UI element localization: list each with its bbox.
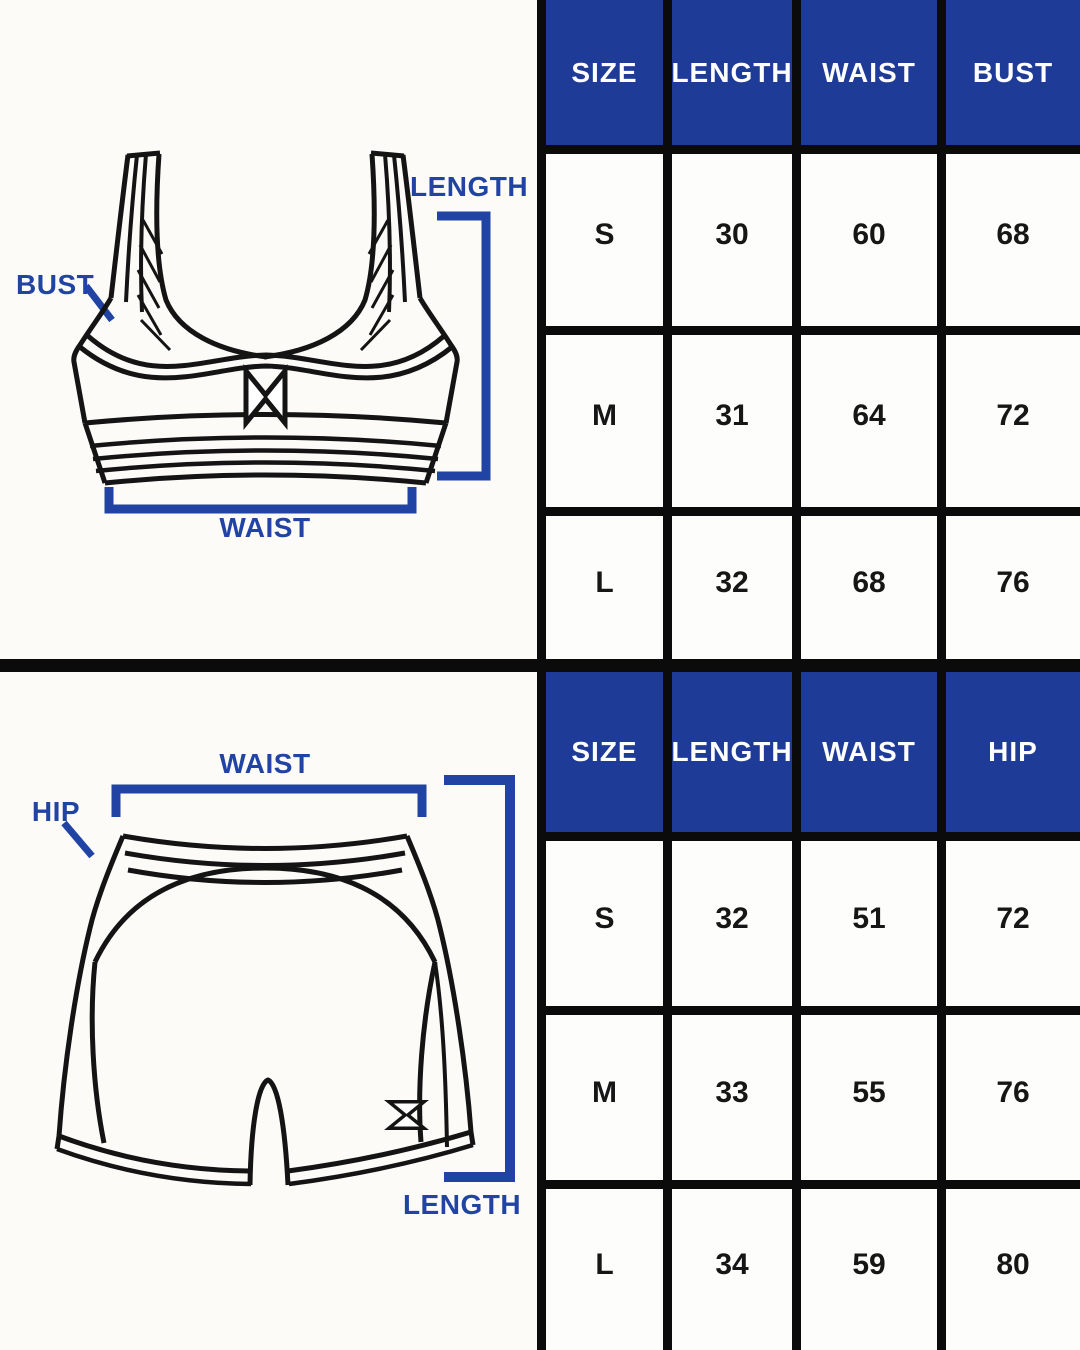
shorts-row-l-size: L xyxy=(546,1189,663,1350)
shorts-table-header-waist: WAIST xyxy=(801,672,937,832)
shorts-row-m-length: 33 xyxy=(672,1015,792,1180)
bra-row-s-waist: 60 xyxy=(801,154,937,326)
shorts-hip-pointer-line xyxy=(64,823,92,856)
bra-waist-label: WAIST xyxy=(219,512,311,543)
bra-row-s-length: 30 xyxy=(672,154,792,326)
bra-row-l-bust: 76 xyxy=(946,516,1080,659)
shorts-row-s-hip: 72 xyxy=(946,841,1080,1006)
bra-diagram-panel xyxy=(0,0,537,658)
bra-size-table xyxy=(537,0,1080,659)
bra-band-stripes xyxy=(85,415,446,484)
bra-row-m-size: M xyxy=(546,335,663,507)
shorts-diagram-panel xyxy=(0,672,537,1350)
shorts-row-l-waist: 59 xyxy=(801,1189,937,1350)
shorts-size-table xyxy=(537,672,1080,1350)
shorts-table-header-length: LENGTH xyxy=(672,672,792,832)
bra-row-l-waist: 68 xyxy=(801,516,937,659)
bra-waist-bracket xyxy=(109,487,412,509)
bra-row-s-size: S xyxy=(546,154,663,326)
bra-table-header-bust: BUST xyxy=(946,0,1080,145)
bra-row-l-length: 32 xyxy=(672,516,792,659)
bra-length-label: LENGTH xyxy=(410,171,529,202)
bra-length-bracket xyxy=(437,216,486,476)
bra-strap-hatching xyxy=(138,220,393,350)
shorts-length-bracket xyxy=(444,780,510,1177)
shorts-length-label: LENGTH xyxy=(402,1189,522,1220)
shorts-row-s-size: S xyxy=(546,841,663,1006)
shorts-row-m-waist: 55 xyxy=(801,1015,937,1180)
shorts-row-m-size: M xyxy=(546,1015,663,1180)
bra-line-art xyxy=(0,150,537,550)
shorts-row-s-waist: 51 xyxy=(801,841,937,1006)
bra-garment-outline xyxy=(74,153,458,423)
shorts-table-header-size: SIZE xyxy=(546,672,663,832)
bra-table-header-size: SIZE xyxy=(546,0,663,145)
bra-table-header-length: LENGTH xyxy=(672,0,792,145)
shorts-row-l-length: 34 xyxy=(672,1189,792,1350)
bra-table-header-waist: WAIST xyxy=(801,0,937,145)
bra-row-l-size: L xyxy=(546,516,663,659)
bra-row-m-length: 31 xyxy=(672,335,792,507)
bra-row-s-bust: 68 xyxy=(946,154,1080,326)
shorts-row-l-hip: 80 xyxy=(946,1189,1080,1350)
shorts-line-art xyxy=(0,680,537,1210)
bra-bust-label: BUST xyxy=(16,269,95,300)
shorts-waist-bracket xyxy=(116,789,422,817)
shorts-hip-label: HIP xyxy=(31,796,81,827)
bra-row-m-waist: 64 xyxy=(801,335,937,507)
section-divider xyxy=(0,659,1080,672)
shorts-table-header-hip: HIP xyxy=(946,672,1080,832)
shorts-row-s-length: 32 xyxy=(672,841,792,1006)
shorts-waist-label: WAIST xyxy=(219,748,311,779)
bra-row-m-bust: 72 xyxy=(946,335,1080,507)
shorts-garment-outline xyxy=(57,836,473,1185)
shorts-row-m-hip: 76 xyxy=(946,1015,1080,1180)
